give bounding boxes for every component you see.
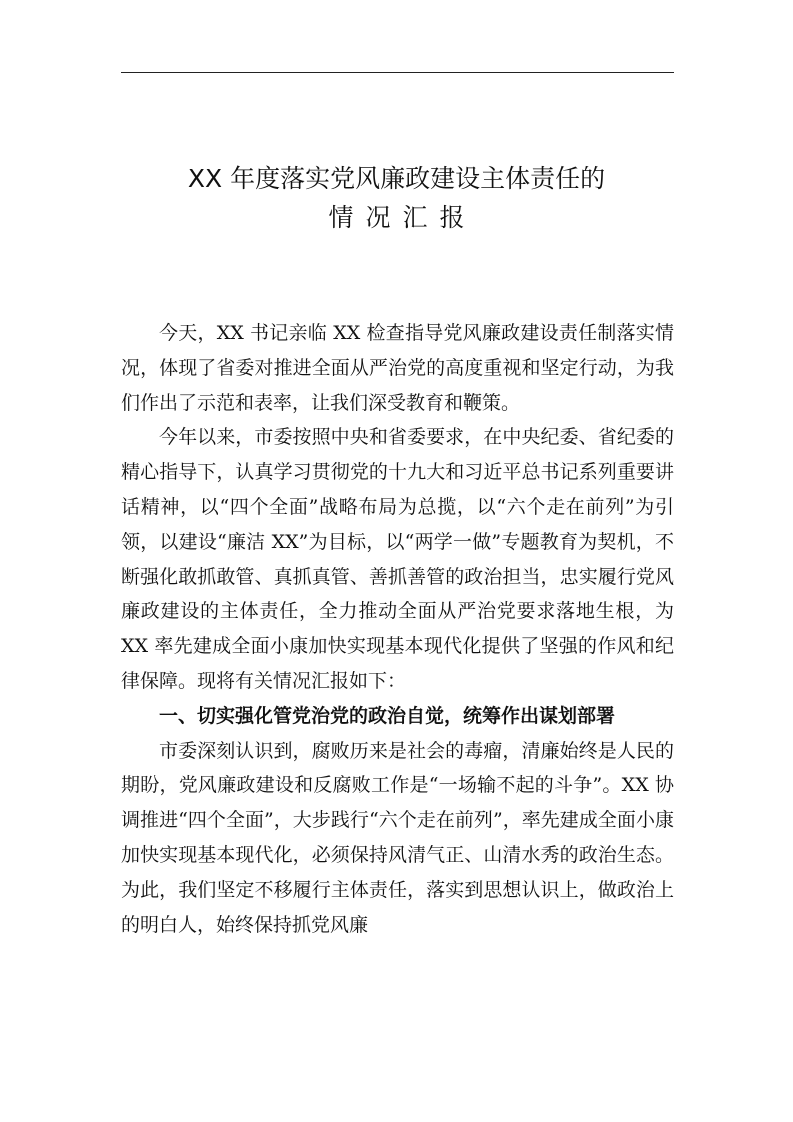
paragraph-section-1: 市委深刻认识到，腐败历来是社会的毒瘤，清廉始终是人民的期盼，党风廉政建设和反腐败工作是“一场输不起的斗争”。XX 协调推进“四个全面”，大步践行“六个走在前列”，率先建成全面小康加快实现基本现代化，必须保持风清气正、山清水秀的政治生态。为此，我们坚定不移履行主体责任，落实到思想认识上，做政治上的明白人，始终保持抓党风廉 bbox=[121, 739, 674, 936]
title-line-2: 情况汇报 bbox=[328, 203, 477, 232]
header-rule bbox=[121, 72, 674, 73]
paragraph-overview: 今年以来，市委按照中央和省委要求，在中央纪委、省纪委的精心指导下，认真学习贯彻党的十九大和习近平总书记系列重要讲话精神，以“四个全面”战略布局为总揽，以“六个走在前列”为引领，以建设“廉洁 XX”为目标，以“两学一做”专题教育为契机，不断强化敢抓敢管、真抓真管、善抓善管的政治担当，忠实履行党风廉政建设的主体责任，全力推动全面从严治党要求落地生根，为 XX 率先建成全面小康加快实现基本现代化提供了坚强的作风和纪律保障。现将有关情况汇报如下： bbox=[121, 426, 674, 692]
paragraph-intro: 今天，XX 书记亲临 XX 检查指导党风廉政建设责任制落实情况，体现了省委对推进全面从严治党的高度重视和坚定行动，为我们作出了示范和表率，让我们深受教育和鞭策。 bbox=[121, 322, 674, 414]
document-body bbox=[121, 316, 674, 942]
title-line-1: XX 年度落实党风廉政建设主体责任的 bbox=[187, 164, 606, 193]
document-title bbox=[0, 160, 793, 238]
section-heading-1: 一、切实强化管党治党的政治自觉，统筹作出谋划部署 bbox=[159, 704, 616, 727]
